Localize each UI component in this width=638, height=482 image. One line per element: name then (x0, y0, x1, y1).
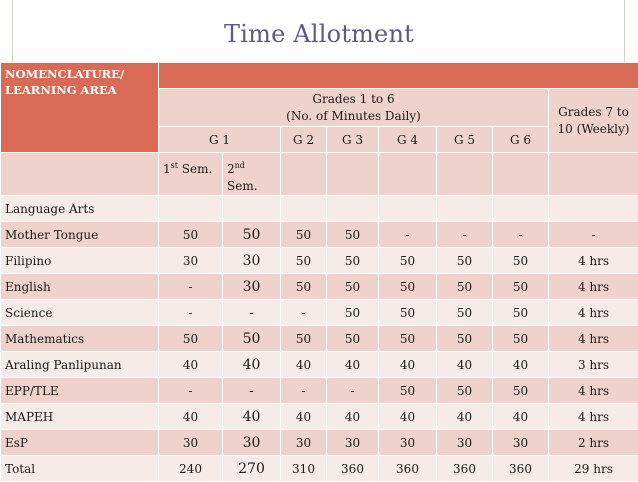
semester-empty-cell (327, 153, 379, 196)
grade-3-header: G 3 (327, 127, 379, 153)
value-cell: - (549, 222, 638, 248)
value-cell: - (159, 300, 223, 326)
value-cell: 50 (437, 248, 493, 274)
second-semester-suffix: nd (235, 161, 245, 170)
grade-5-header: G 5 (437, 127, 493, 153)
value-cell: 360 (379, 456, 437, 482)
semester-empty-cell (549, 153, 638, 196)
value-cell: 50 (281, 326, 327, 352)
section-empty-cell (327, 196, 379, 222)
second-semester-number: 2 (227, 162, 235, 176)
value-cell: 50 (281, 274, 327, 300)
table-row (1, 248, 638, 274)
value-cell: 360 (327, 456, 379, 482)
header-band (159, 63, 638, 89)
value-cell: 50 (327, 300, 379, 326)
nomenclature-header (1, 63, 159, 153)
value-cell: 4 hrs (549, 274, 638, 300)
first-semester-number: 1 (163, 162, 171, 176)
value-cell: 40 (281, 352, 327, 378)
value-cell: 40 (327, 352, 379, 378)
value-cell: 50 (159, 222, 223, 248)
value-cell: 50 (327, 222, 379, 248)
value-cell: 50 (493, 378, 549, 404)
table-row (1, 300, 638, 326)
value-cell: 40 (327, 404, 379, 430)
second-semester-cell (223, 153, 281, 196)
value-cell: 3 hrs (549, 352, 638, 378)
value-cell: 30 (159, 430, 223, 456)
table-row (1, 274, 638, 300)
table-row (1, 326, 638, 352)
value-cell: 50 (493, 300, 549, 326)
value-cell: 40 (223, 404, 281, 430)
semester-row-label-cell (1, 153, 159, 196)
subject-cell: Mathematics (1, 326, 159, 352)
value-cell: 30 (223, 274, 281, 300)
subject-cell: EsP (1, 430, 159, 456)
section-empty-cell (549, 196, 638, 222)
value-cell: 50 (379, 274, 437, 300)
value-cell: 50 (493, 274, 549, 300)
value-cell: 50 (437, 300, 493, 326)
value-cell: 40 (159, 352, 223, 378)
value-cell: 40 (379, 352, 437, 378)
value-cell: 50 (281, 222, 327, 248)
table-row (1, 222, 638, 248)
first-semester-cell (159, 153, 223, 196)
section-label: Language Arts (1, 196, 159, 222)
value-cell: - (159, 274, 223, 300)
first-semester-word: Sem. (182, 162, 213, 176)
value-cell: 310 (281, 456, 327, 482)
semester-empty-cell (281, 153, 327, 196)
value-cell: - (493, 222, 549, 248)
value-cell: 40 (223, 352, 281, 378)
value-cell: 270 (223, 456, 281, 482)
grades-7-10-line1: Grades 7 to (558, 105, 629, 119)
nomenclature-label-line2: LEARNING AREA (5, 83, 117, 97)
value-cell: 50 (159, 326, 223, 352)
value-cell: 50 (437, 274, 493, 300)
value-cell: 50 (223, 326, 281, 352)
subject-cell: Total (1, 456, 159, 482)
value-cell: 50 (437, 326, 493, 352)
value-cell: 360 (437, 456, 493, 482)
value-cell: 50 (437, 378, 493, 404)
value-cell: 240 (159, 456, 223, 482)
value-cell: 40 (437, 404, 493, 430)
value-cell: 4 hrs (549, 300, 638, 326)
value-cell: 50 (223, 222, 281, 248)
value-cell: 50 (281, 248, 327, 274)
grade-6-header: G 6 (493, 127, 549, 153)
section-empty-cell (159, 196, 223, 222)
section-row (1, 196, 638, 222)
value-cell: 40 (493, 404, 549, 430)
value-cell: 4 hrs (549, 404, 638, 430)
grades-1-6-header (159, 89, 549, 127)
grade-4-header: G 4 (379, 127, 437, 153)
value-cell: 2 hrs (549, 430, 638, 456)
value-cell: 50 (493, 326, 549, 352)
nomenclature-label-line1: NOMENCLATURE/ (5, 67, 124, 81)
grades-7-10-header (549, 89, 638, 153)
grades-1-6-line1: Grades 1 to 6 (312, 92, 394, 106)
time-allotment-table (0, 62, 638, 482)
value-cell: 30 (223, 248, 281, 274)
value-cell: 50 (379, 300, 437, 326)
value-cell: 50 (327, 248, 379, 274)
value-cell: 50 (493, 248, 549, 274)
second-semester-word: Sem. (227, 179, 258, 193)
value-cell: 40 (437, 352, 493, 378)
grade-1-header: G 1 (159, 127, 281, 153)
value-cell: 30 (223, 430, 281, 456)
grade-2-header: G 2 (281, 127, 327, 153)
section-empty-cell (223, 196, 281, 222)
value-cell: 50 (379, 378, 437, 404)
value-cell: 4 hrs (549, 326, 638, 352)
value-cell: - (327, 378, 379, 404)
value-cell: 40 (159, 404, 223, 430)
value-cell: - (159, 378, 223, 404)
value-cell: 50 (327, 274, 379, 300)
value-cell: 40 (493, 352, 549, 378)
header-row-top (1, 63, 638, 89)
subject-cell: Araling Panlipunan (1, 352, 159, 378)
value-cell: 29 hrs (549, 456, 638, 482)
value-cell: 30 (281, 430, 327, 456)
value-cell: 40 (281, 404, 327, 430)
section-empty-cell (437, 196, 493, 222)
table-row (1, 456, 638, 482)
page-title: Time Allotment (0, 20, 638, 48)
table-row (1, 352, 638, 378)
subject-cell: English (1, 274, 159, 300)
table-row (1, 378, 638, 404)
value-cell: 40 (379, 404, 437, 430)
value-cell: 30 (493, 430, 549, 456)
subject-cell: Filipino (1, 248, 159, 274)
semester-empty-cell (493, 153, 549, 196)
value-cell: - (281, 300, 327, 326)
value-cell: - (437, 222, 493, 248)
semester-empty-cell (379, 153, 437, 196)
table-body (1, 222, 638, 482)
subject-cell: Mother Tongue (1, 222, 159, 248)
section-empty-cell (281, 196, 327, 222)
value-cell: 50 (379, 326, 437, 352)
value-cell: 4 hrs (549, 378, 638, 404)
semester-empty-cell (437, 153, 493, 196)
value-cell: 30 (159, 248, 223, 274)
value-cell: 50 (379, 248, 437, 274)
value-cell: - (379, 222, 437, 248)
semester-row (1, 153, 638, 196)
value-cell: 360 (493, 456, 549, 482)
grades-1-6-line2: (No. of Minutes Daily) (286, 109, 421, 123)
value-cell: 30 (379, 430, 437, 456)
value-cell: 4 hrs (549, 248, 638, 274)
value-cell: 50 (327, 326, 379, 352)
subject-cell: Science (1, 300, 159, 326)
value-cell: 30 (437, 430, 493, 456)
value-cell: 30 (327, 430, 379, 456)
table-row (1, 404, 638, 430)
subject-cell: MAPEH (1, 404, 159, 430)
value-cell: - (223, 378, 281, 404)
value-cell: - (223, 300, 281, 326)
value-cell: - (281, 378, 327, 404)
grades-7-10-line2: 10 (Weekly) (558, 122, 630, 136)
subject-cell: EPP/TLE (1, 378, 159, 404)
section-empty-cell (493, 196, 549, 222)
section-empty-cell (379, 196, 437, 222)
table-row (1, 430, 638, 456)
first-semester-suffix: st (171, 161, 178, 170)
